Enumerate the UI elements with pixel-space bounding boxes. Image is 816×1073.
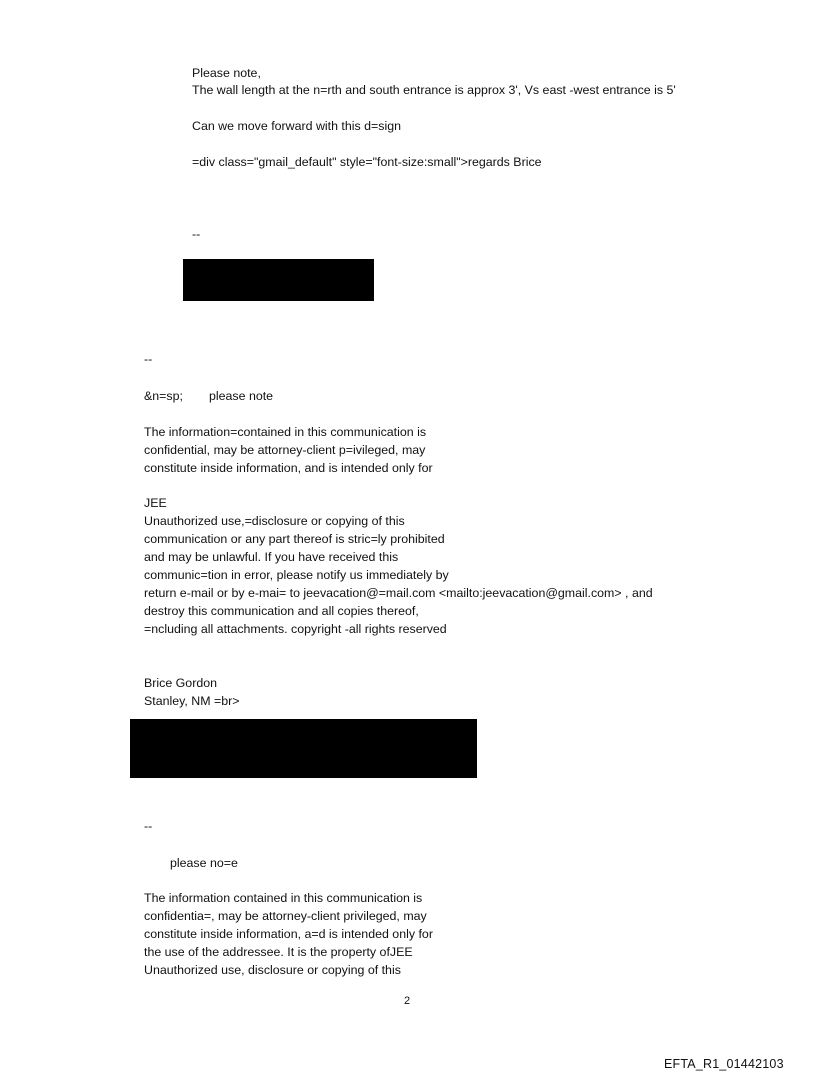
signature-location: Stanley, NM =br> <box>144 694 240 708</box>
block-one-note-text: please note <box>209 389 274 403</box>
block-one-note-entity: &n=sp; <box>144 389 183 403</box>
document-id: EFTA_R1_01442103 <box>664 1057 784 1071</box>
disclaimer-line: The information=contained in this communication is <box>144 425 427 439</box>
reply-regards-line: =div class="gmail_default" style="font-size:small">regards Brice <box>192 155 542 169</box>
reply-question-line: Can we move forward with this d=sign <box>192 119 402 133</box>
disclaimer-line: confidential, may be attorney-client p=ivileged, may <box>144 443 426 457</box>
block-one-separator: -- <box>144 352 153 366</box>
page-number: 2 <box>404 995 411 1007</box>
redaction-box <box>183 259 374 301</box>
disclaimer-line: Unauthorized use, disclosure or copying of this <box>144 963 401 977</box>
block-two-note-text: please no=e <box>170 856 238 870</box>
disclaimer-line: destroy this communication and all copies thereof, <box>144 604 419 618</box>
disclaimer-line: communic=tion in error, please notify us immediately by <box>144 568 449 582</box>
disclaimer-line: confidentia=, may be attorney-client privileged, may <box>144 909 427 923</box>
disclaimer-line: constitute inside information, a=d is intended only for <box>144 927 433 941</box>
disclaimer-line: JEE <box>144 496 167 510</box>
signature-name: Brice Gordon <box>144 676 218 690</box>
disclaimer-line: and may be unlawful. If you have received this <box>144 550 399 564</box>
reply-greeting: Please note, <box>192 66 261 80</box>
reply-wall-length-line: The wall length at the n=rth and south entrance is approx 3', Vs east -west entrance is 5' <box>192 83 676 97</box>
block-two-separator: -- <box>144 819 153 833</box>
disclaimer-line: communication or any part thereof is stric=ly prohibited <box>144 532 445 546</box>
redaction-box <box>130 719 477 778</box>
disclaimer-line: the use of the addressee. It is the property ofJEE <box>144 945 413 959</box>
disclaimer-line: The information contained in this communication is <box>144 891 423 905</box>
disclaimer-line: constitute inside information, and is intended only for <box>144 461 433 475</box>
disclaimer-line: =ncluding all attachments. copyright -all rights reserved <box>144 622 447 636</box>
disclaimer-line: Unauthorized use,=disclosure or copying of this <box>144 514 405 528</box>
disclaimer-line: return e-mail or by e-mai= to jeevacation@=mail.com <mailto:jeevacation@gmail.com> , and <box>144 586 653 600</box>
reply-signature-separator: -- <box>192 227 201 241</box>
